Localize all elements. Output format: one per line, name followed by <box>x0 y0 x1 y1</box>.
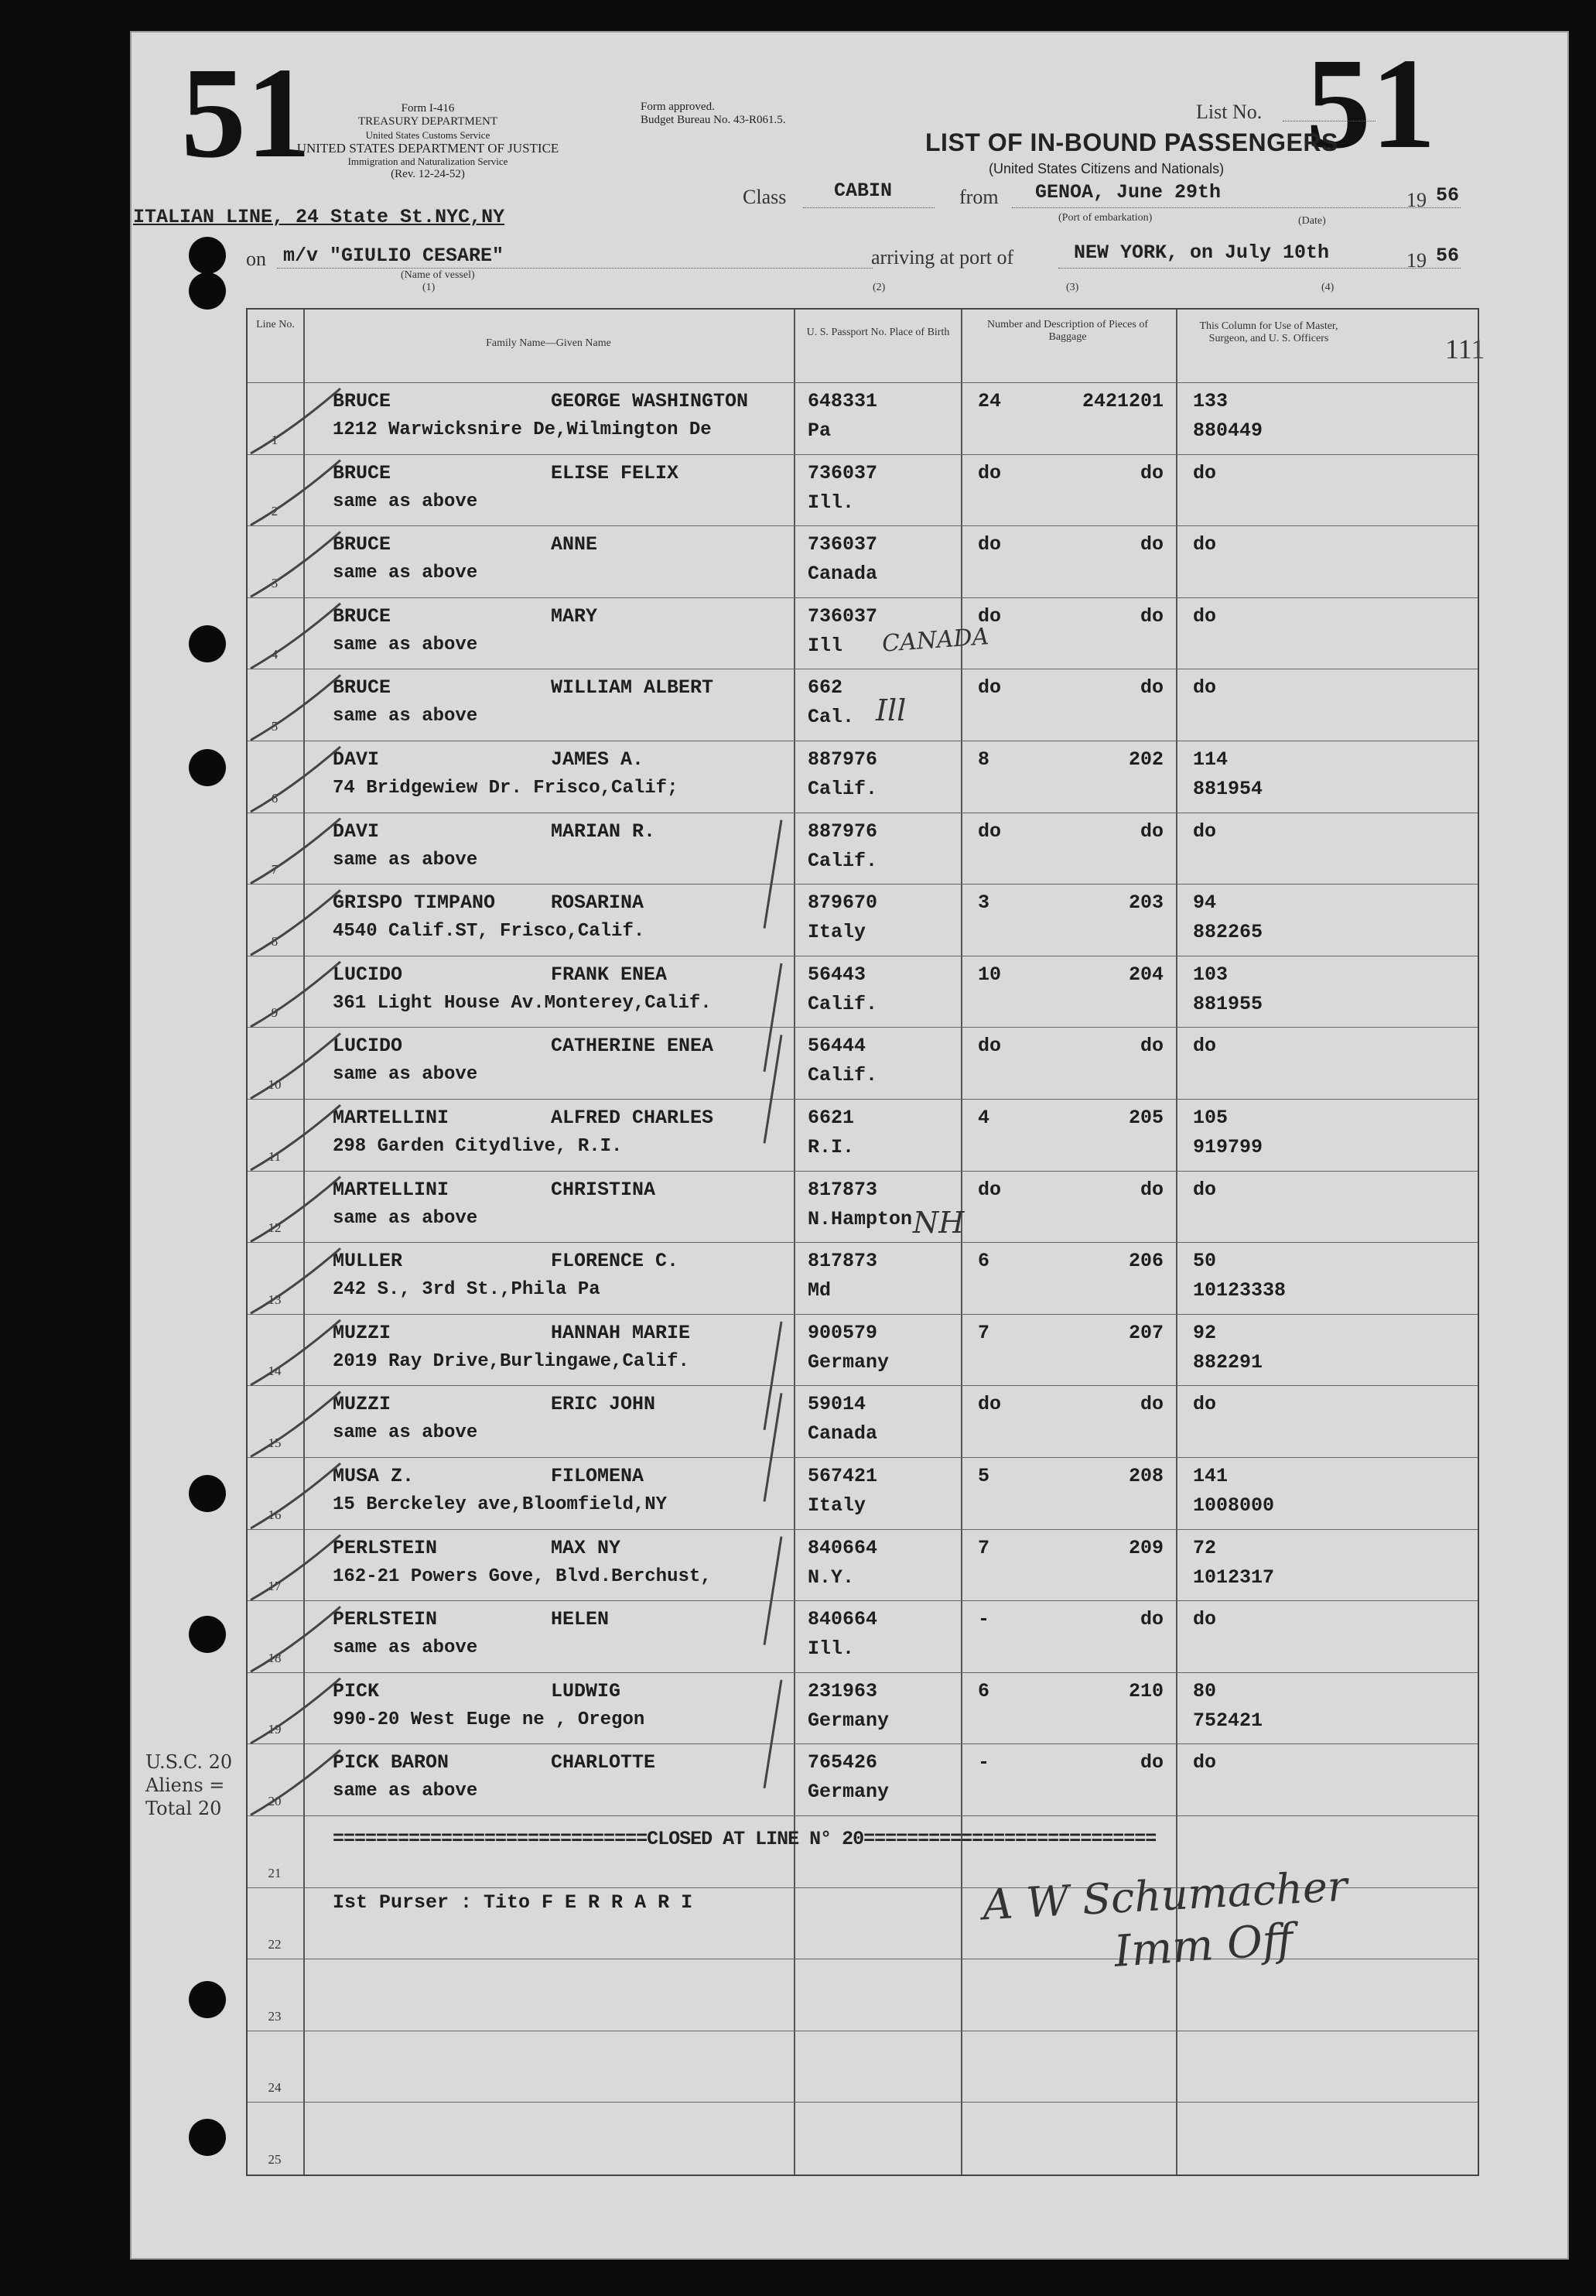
baggage-pieces: do <box>978 1035 1002 1058</box>
arrival-line <box>1058 268 1461 269</box>
check-mark <box>251 1391 340 1456</box>
year-2: 56 <box>1436 245 1460 267</box>
tally-aliens: Aliens = <box>145 1774 225 1796</box>
passport-number: 817873 <box>808 1250 878 1273</box>
baggage-number: 204 <box>1128 963 1164 986</box>
line-number: 9 <box>271 1005 279 1021</box>
line-number: 17 <box>268 1579 282 1594</box>
line-number: 22 <box>268 1937 282 1952</box>
address: same as above <box>333 1207 478 1229</box>
punch-hole <box>189 1616 226 1653</box>
given-name: LUDWIG <box>551 1679 621 1702</box>
vessel-name: m/v "GIULIO CESARE" <box>283 245 504 267</box>
family-name: DAVI <box>333 748 380 771</box>
page-number-right: 51 <box>1306 32 1436 176</box>
caption-3: (3) <box>1066 282 1079 293</box>
check-marks <box>248 310 1478 2175</box>
check-mark <box>251 1248 340 1313</box>
baggage-number: 2421201 <box>1082 390 1164 412</box>
baggage-pieces: 10 <box>978 963 1002 986</box>
passport-number: 231963 <box>808 1679 878 1702</box>
check-mark <box>251 1678 340 1743</box>
passport-number: 736037 <box>808 533 878 556</box>
check-mark <box>251 890 340 955</box>
arrival-value: NEW YORK, on July 10th <box>1074 241 1330 264</box>
passport-number: 879670 <box>808 891 878 915</box>
officer-note: do <box>1193 820 1217 843</box>
address: same as above <box>333 1637 478 1659</box>
family-name: DAVI <box>333 820 380 843</box>
class-line <box>803 207 935 208</box>
passport-number: 900579 <box>808 1321 878 1344</box>
col-header-line-no: Line No. <box>256 319 295 330</box>
margin-tally <box>145 1750 232 1820</box>
passport-number: 765426 <box>808 1751 878 1774</box>
family-name: BRUCE <box>333 676 391 700</box>
baggage-pieces: 6 <box>978 1250 990 1273</box>
baggage-number: do <box>1140 676 1164 700</box>
officer-note: do <box>1193 1178 1217 1201</box>
address: 2019 Ray Drive,Burlingawe,Calif. <box>333 1350 689 1372</box>
family-name: PICK <box>333 1679 380 1702</box>
agency-ins: Immigration and Naturalization Service <box>347 156 508 167</box>
address: same as above <box>333 706 478 727</box>
passport-number: 887976 <box>808 820 878 843</box>
caption-4: (4) <box>1321 282 1335 293</box>
officer-note: 94 <box>1193 891 1217 915</box>
check-mark <box>251 460 340 525</box>
shipping-line: ITALIAN LINE, 24 State St.NYC,NY <box>133 206 505 228</box>
form-id: Form I-416 <box>401 102 455 115</box>
tally-slash <box>764 1537 781 1645</box>
baggage-number: do <box>1140 1178 1164 1201</box>
punch-hole <box>189 2119 226 2156</box>
place-of-birth: Md <box>808 1279 832 1302</box>
family-name: BRUCE <box>333 390 391 412</box>
line-number: 7 <box>271 862 279 878</box>
check-mark <box>251 1607 340 1672</box>
officer-note: do <box>1193 461 1217 484</box>
family-name: MARTELLINI <box>333 1178 449 1201</box>
line-number: 21 <box>268 1865 282 1880</box>
given-name: ANNE <box>551 533 598 556</box>
line-number: 6 <box>271 790 279 806</box>
address: 990-20 West Euge ne , Oregon <box>333 1709 645 1730</box>
baggage-pieces: do <box>978 461 1002 484</box>
officer-code: 752421 <box>1193 1709 1263 1732</box>
given-name: GEORGE WASHINGTON <box>551 390 749 412</box>
baggage-number: 202 <box>1128 748 1164 771</box>
class-value: CABIN <box>834 180 893 202</box>
place-of-birth: Ill. <box>808 1637 855 1661</box>
on-label: on <box>246 248 266 270</box>
signature-title: Imm Off <box>1112 1914 1295 1978</box>
line-number: 11 <box>268 1148 282 1164</box>
given-name: JAMES A. <box>551 748 644 771</box>
line-number: 2 <box>271 504 279 519</box>
dash-left: ============================= <box>333 1828 648 1850</box>
col-header-passport: U. S. Passport No. Place of Birth <box>806 327 950 338</box>
purser-line: Ist Purser : Tito F E R R A R I <box>333 1891 693 1914</box>
address: 162-21 Powers Gove, Blvd.Berchust, <box>333 1565 712 1587</box>
given-name: CHARLOTTE <box>551 1751 656 1774</box>
class-label: Class <box>743 186 787 208</box>
passport-number: 648331 <box>808 390 878 412</box>
line-number: 18 <box>268 1650 282 1665</box>
place-of-birth: Germany <box>808 1350 890 1374</box>
list-no-label: List No. <box>1196 101 1263 123</box>
baggage-number: 209 <box>1128 1536 1164 1559</box>
check-mark <box>251 1463 340 1528</box>
check-mark <box>251 1177 340 1242</box>
signature-officer: A W Schumacher <box>981 1861 1349 1930</box>
officer-code: 880449 <box>1193 419 1263 442</box>
given-name: CHRISTINA <box>551 1178 656 1201</box>
address: 4540 Calif.ST, Frisco,Calif. <box>333 921 645 943</box>
baggage-number: do <box>1140 461 1164 484</box>
family-name: PICK BARON <box>333 1751 449 1774</box>
place-of-birth: Calif. <box>808 849 878 872</box>
vessel-line <box>277 268 873 269</box>
officer-note: 105 <box>1193 1107 1229 1129</box>
family-name: MUZZI <box>333 1393 391 1416</box>
family-name: MARTELLINI <box>333 1107 449 1129</box>
baggage-pieces: 4 <box>978 1107 990 1129</box>
baggage-number: do <box>1140 1035 1164 1058</box>
caption-2: (2) <box>873 282 886 293</box>
closed-text: CLOSED AT LINE N° 20 <box>647 1828 864 1850</box>
address: same as above <box>333 849 478 871</box>
family-name: BRUCE <box>333 604 391 628</box>
place-of-birth: Calif. <box>808 992 878 1015</box>
officer-note: do <box>1193 676 1217 700</box>
note-ill: Ill <box>876 693 907 727</box>
passport-number: 6621 <box>808 1107 855 1129</box>
given-name: FILOMENA <box>551 1465 644 1487</box>
line-number: 13 <box>268 1292 282 1307</box>
address: same as above <box>333 491 478 512</box>
check-mark <box>251 1535 340 1600</box>
check-mark <box>251 1033 340 1098</box>
check-mark <box>251 1750 340 1815</box>
family-name: MUSA Z. <box>333 1465 415 1487</box>
officer-note: 92 <box>1193 1321 1217 1344</box>
family-name: LUCIDO <box>333 1035 403 1058</box>
given-name: ELISE FELIX <box>551 461 679 484</box>
line-number: 1 <box>271 432 279 447</box>
tally-total: Total 20 <box>145 1798 222 1819</box>
dash-right: =========================== <box>863 1828 1157 1850</box>
officer-note: 133 <box>1193 390 1229 412</box>
line-number: 10 <box>268 1077 282 1092</box>
address: 74 Bridgewiew Dr. Frisco,Calif; <box>333 778 678 799</box>
baggage-pieces: do <box>978 533 1002 556</box>
col-header-officers: This Column for Use of Master, Surgeon, and U. S. Officers <box>1199 320 1338 344</box>
place-of-birth: Ill <box>808 634 843 657</box>
from-label: from <box>959 186 999 208</box>
arriving-label: arriving at port of <box>871 246 1014 269</box>
baggage-pieces: do <box>978 1178 1002 1201</box>
place-of-birth: Italy <box>808 921 866 944</box>
family-name: PERLSTEIN <box>333 1536 438 1559</box>
passport-number: 736037 <box>808 461 878 484</box>
given-name: MARIAN R. <box>551 820 656 843</box>
baggage-pieces: - <box>978 1751 990 1774</box>
officer-note: do <box>1193 1751 1217 1774</box>
tally-usc: U.S.C. 20 <box>145 1751 233 1773</box>
family-name: BRUCE <box>333 533 391 556</box>
check-mark <box>251 1105 340 1170</box>
line-number: 19 <box>268 1722 282 1737</box>
caption-1: (1) <box>422 282 436 293</box>
note-nh: NH <box>913 1206 965 1240</box>
baggage-pieces: 5 <box>978 1465 990 1487</box>
agency-customs: United States Customs Service <box>365 129 490 141</box>
given-name: ERIC JOHN <box>551 1393 656 1416</box>
address: 1212 Warwicksnire De,Wilmington De <box>333 419 712 440</box>
passport-number: 567421 <box>808 1465 878 1487</box>
line-number: 15 <box>268 1435 282 1450</box>
tally-slash <box>764 1680 781 1788</box>
date-caption: (Date) <box>1298 215 1326 227</box>
page-title: LIST OF IN-BOUND PASSENGERS <box>925 128 1338 156</box>
address: same as above <box>333 634 478 655</box>
punch-hole <box>189 749 226 786</box>
officer-code: 882265 <box>1193 921 1263 944</box>
address: same as above <box>333 1422 478 1444</box>
passport-number: 887976 <box>808 748 878 771</box>
page-number-left: 51 <box>181 41 311 185</box>
address: 298 Garden Citydlive, R.I. <box>333 1136 623 1157</box>
officer-code: 10123338 <box>1193 1279 1287 1302</box>
punch-hole <box>189 272 226 310</box>
passport-number: 59014 <box>808 1393 866 1416</box>
passport-number: 56444 <box>808 1035 866 1058</box>
page-subtitle: (United States Citizens and Nationals) <box>989 161 1225 176</box>
place-of-birth: Ill. <box>808 491 855 514</box>
officer-code: 882291 <box>1193 1350 1263 1374</box>
approval-line-1: Form approved. <box>641 101 715 113</box>
officer-code: 1012317 <box>1193 1565 1275 1589</box>
line-number: 4 <box>271 647 279 662</box>
address: same as above <box>333 563 478 584</box>
baggage-number: do <box>1140 1751 1164 1774</box>
baggage-number: 203 <box>1128 891 1164 915</box>
given-name: HELEN <box>551 1608 610 1631</box>
margin-number: 111 <box>1445 334 1485 364</box>
baggage-pieces: do <box>978 1393 1002 1416</box>
place-of-birth: N.Hampton <box>808 1207 913 1230</box>
officer-note: 72 <box>1193 1536 1217 1559</box>
line-number: 5 <box>271 719 279 734</box>
officer-note: do <box>1193 533 1217 556</box>
col-header-baggage: Number and Description of Pieces of Baggage <box>987 319 1148 343</box>
officer-note: 80 <box>1193 1679 1217 1702</box>
officer-note: 103 <box>1193 963 1229 986</box>
officer-code: 919799 <box>1193 1136 1263 1158</box>
baggage-pieces: 8 <box>978 748 990 771</box>
baggage-pieces: do <box>978 820 1002 843</box>
passport-number: 662 <box>808 676 843 700</box>
family-name: MUZZI <box>333 1321 391 1344</box>
line-number: 23 <box>268 2008 282 2024</box>
address: same as above <box>333 1781 478 1802</box>
agency-treasury: TREASURY DEPARTMENT <box>357 115 498 128</box>
check-mark <box>251 819 340 884</box>
baggage-number: do <box>1140 820 1164 843</box>
place-of-birth: Germany <box>808 1709 890 1732</box>
given-name: FLORENCE C. <box>551 1250 679 1273</box>
given-name: MAX NY <box>551 1536 621 1559</box>
line-number: 16 <box>268 1507 282 1522</box>
note-canada: CANADA <box>880 623 990 658</box>
baggage-pieces: - <box>978 1608 990 1631</box>
check-mark <box>251 675 340 740</box>
given-name: WILLIAM ALBERT <box>551 676 714 700</box>
given-name: FRANK ENEA <box>551 963 668 986</box>
place-of-birth: Germany <box>808 1781 890 1804</box>
officer-note: do <box>1193 1035 1217 1058</box>
family-name: BRUCE <box>333 461 391 484</box>
year-prefix-1: 19 <box>1406 189 1427 211</box>
place-of-birth: Canada <box>808 1422 878 1446</box>
officer-code: 1008000 <box>1193 1494 1275 1517</box>
officer-note: do <box>1193 604 1217 628</box>
officer-note: 141 <box>1193 1465 1229 1487</box>
form-revision: (Rev. 12-24-52) <box>391 168 465 180</box>
agency-justice: UNITED STATES DEPARTMENT OF JUSTICE <box>296 141 559 156</box>
check-mark <box>251 962 340 1027</box>
tally-slash <box>764 820 781 929</box>
passport-number: 840664 <box>808 1608 878 1631</box>
line-number: 12 <box>268 1220 282 1236</box>
line-number: 25 <box>268 2152 282 2167</box>
from-line <box>1012 207 1461 208</box>
passport-number: 817873 <box>808 1178 878 1201</box>
line-number: 14 <box>268 1364 282 1379</box>
place-of-birth: N.Y. <box>808 1565 855 1589</box>
family-name: PERLSTEIN <box>333 1608 438 1631</box>
passenger-table <box>246 308 1479 2176</box>
passport-number: 840664 <box>808 1536 878 1559</box>
year-prefix-2: 19 <box>1406 249 1427 272</box>
year-1: 56 <box>1436 184 1460 207</box>
place-of-birth: Cal. <box>808 706 855 729</box>
address: 361 Light House Av.Monterey,Calif. <box>333 992 712 1014</box>
baggage-pieces: 6 <box>978 1679 990 1702</box>
family-name: MULLER <box>333 1250 403 1273</box>
place-of-birth: Calif. <box>808 778 878 800</box>
line-number: 3 <box>271 575 279 590</box>
baggage-pieces: 3 <box>978 891 990 915</box>
baggage-number: do <box>1140 1393 1164 1416</box>
officer-note: 114 <box>1193 748 1229 771</box>
given-name: MARY <box>551 604 598 628</box>
given-name: ROSARINA <box>551 891 644 915</box>
punch-hole <box>189 625 226 662</box>
punch-hole <box>189 1981 226 2018</box>
address: 15 Berckeley ave,Bloomfield,NY <box>333 1494 668 1515</box>
baggage-number: do <box>1140 604 1164 628</box>
officer-note: 50 <box>1193 1250 1217 1273</box>
officer-note: do <box>1193 1608 1217 1631</box>
port-caption: (Port of embarkation) <box>1058 212 1153 224</box>
baggage-pieces: do <box>978 604 1002 628</box>
check-mark <box>251 1320 340 1385</box>
officer-code: 881954 <box>1193 778 1263 800</box>
place-of-birth: Pa <box>808 419 832 442</box>
col-header-name: Family Name—Given Name <box>486 337 611 349</box>
check-mark <box>251 532 340 597</box>
given-name: CATHERINE ENEA <box>551 1035 714 1058</box>
baggage-number: 207 <box>1128 1321 1164 1344</box>
place-of-birth: Italy <box>808 1494 866 1517</box>
approval-block <box>641 101 785 127</box>
vessel-caption: (Name of vessel) <box>401 269 475 281</box>
baggage-pieces: do <box>978 676 1002 700</box>
officer-code: 881955 <box>1193 992 1263 1015</box>
agency-block <box>292 102 563 181</box>
approval-line-2: Budget Bureau No. 43-R061.5. <box>641 114 786 126</box>
check-mark <box>251 747 340 812</box>
punch-hole <box>189 237 226 274</box>
place-of-birth: R.I. <box>808 1136 855 1158</box>
place-of-birth: Canada <box>808 563 878 586</box>
check-mark <box>251 604 340 669</box>
family-name: GRISPO TIMPANO <box>333 891 496 915</box>
baggage-number: do <box>1140 1608 1164 1631</box>
baggage-pieces: 24 <box>978 390 1002 412</box>
line-number: 20 <box>268 1794 282 1808</box>
line-number: 24 <box>268 2080 282 2096</box>
baggage-number: 205 <box>1128 1107 1164 1129</box>
baggage-number: 208 <box>1128 1465 1164 1487</box>
given-name: ALFRED CHARLES <box>551 1107 714 1129</box>
passport-number: 736037 <box>808 604 878 628</box>
address: 242 S., 3rd St.,Phila Pa <box>333 1279 600 1301</box>
baggage-number: 206 <box>1128 1250 1164 1273</box>
baggage-pieces: 7 <box>978 1321 990 1344</box>
from-value: GENOA, June 29th <box>1035 181 1222 204</box>
address: same as above <box>333 1064 478 1086</box>
line-number: 8 <box>271 933 279 949</box>
passport-number: 56443 <box>808 963 866 986</box>
officer-note: do <box>1193 1393 1217 1416</box>
punch-hole <box>189 1475 226 1512</box>
given-name: HANNAH MARIE <box>551 1321 691 1344</box>
family-name: LUCIDO <box>333 963 403 986</box>
baggage-number: do <box>1140 533 1164 556</box>
baggage-number: 210 <box>1128 1679 1164 1702</box>
baggage-pieces: 7 <box>978 1536 990 1559</box>
place-of-birth: Calif. <box>808 1064 878 1087</box>
check-mark <box>251 388 340 453</box>
